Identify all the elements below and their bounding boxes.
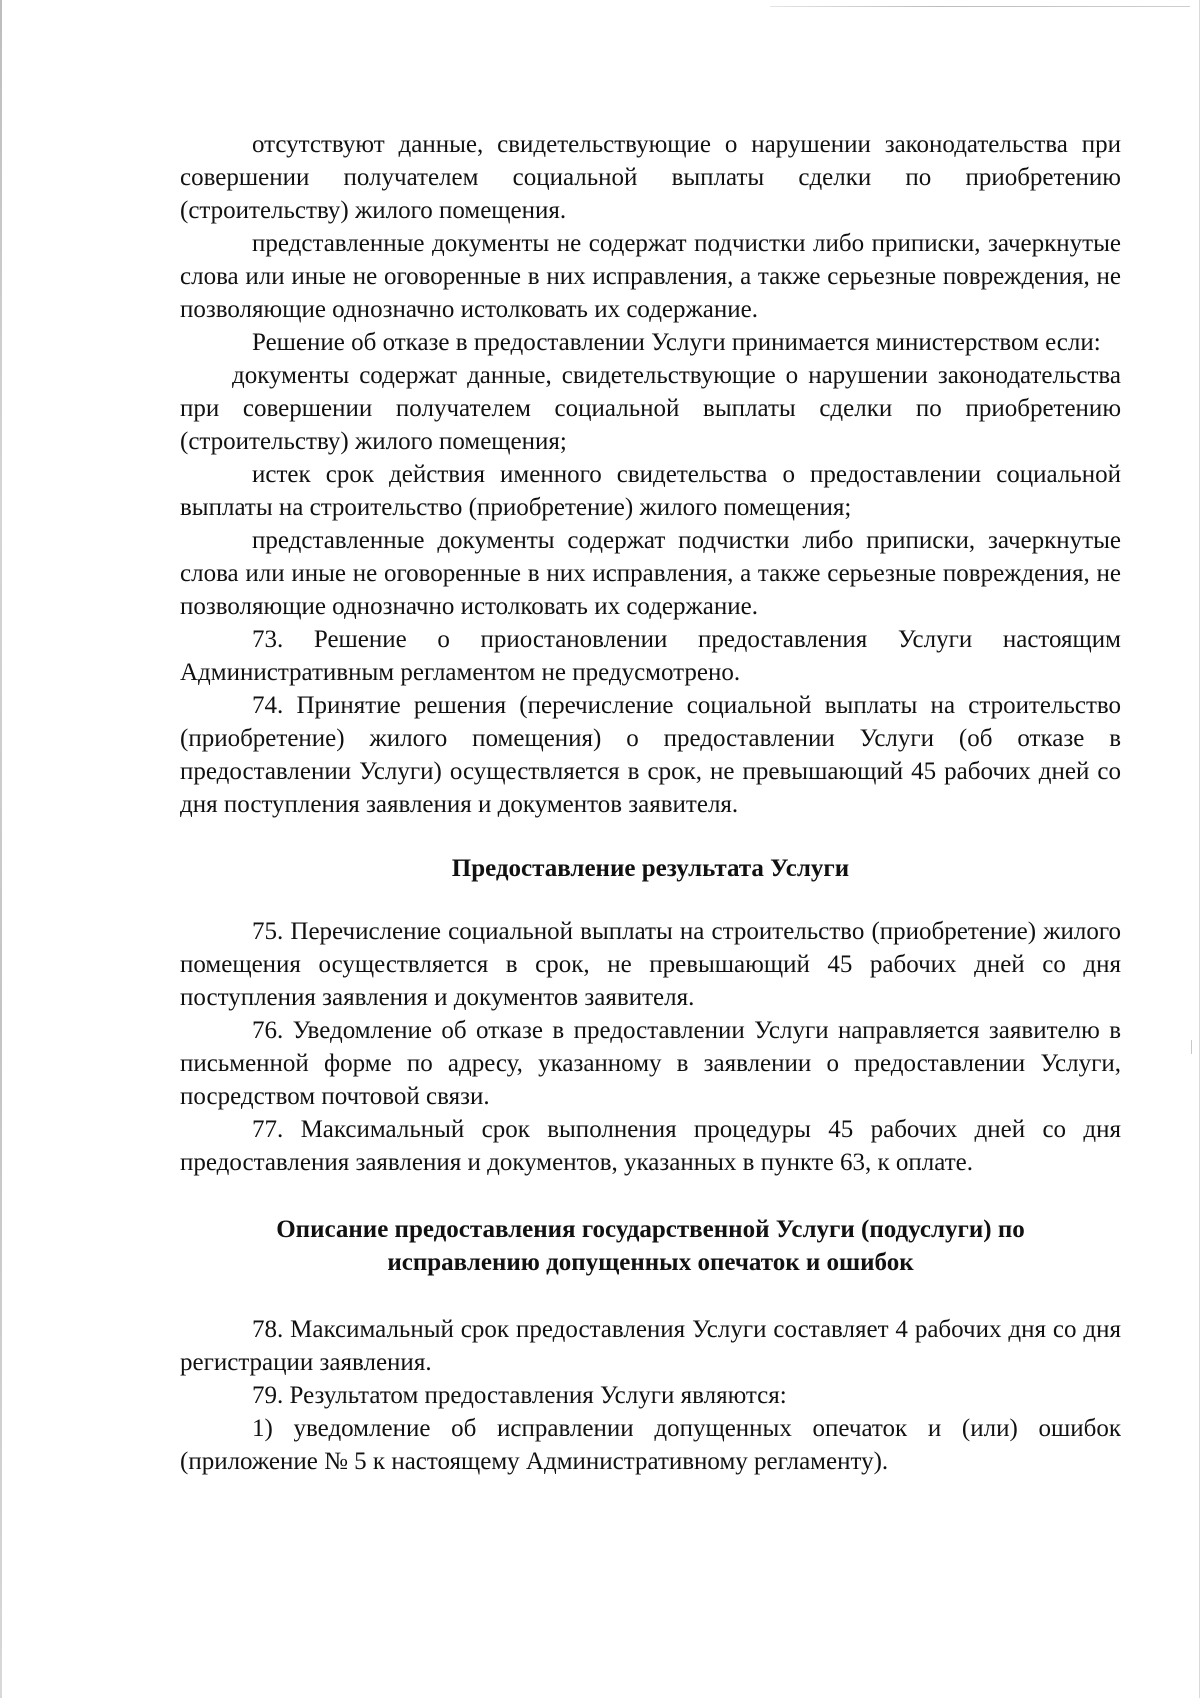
heading-corrections-line-1: Описание предоставления государственной Услуги (подуслуги) по: [276, 1216, 1025, 1243]
heading-corrections-line-2: исправлению допущенных опечаток и ошибок: [387, 1249, 914, 1276]
heading-corrections: [180, 1213, 1121, 1279]
scan-edge-left: [0, 0, 2, 1698]
paragraph-73: 73. Решение о приостановлении предоставления Услуги настоящим Административным регламентом не предусмотрено.: [180, 626, 1121, 686]
paragraph-76: 76. Уведомление об отказе в предоставлении Услуги направляется заявителю в письменной форме по адресу, указанному в заявлении о предоставлении Услуги, посредством почтовой связи.: [180, 1017, 1121, 1110]
paragraph-77: 77. Максимальный срок выполнения процедуры 45 рабочих дней со дня предоставления заявления и документов, указанных в пункте 63, к оплате.: [180, 1116, 1121, 1176]
paragraph-refusal-reason-corrections: представленные документы содержат подчистки либо приписки, зачеркнутые слова или иные не оговоренные в них исправления, а также серьезные повреждения, не позволяющие однозначно истолковать их содержание.: [180, 527, 1121, 620]
paragraph-refusal-decision: Решение об отказе в предоставлении Услуги принимается министерством если:: [252, 329, 1101, 356]
paragraph-no-violation-data: отсутствуют данные, свидетельствующие о нарушении законодательства при совершении получателем социальной выплаты сделки по приобретению (строительству) жилого помещения.: [180, 131, 1121, 224]
paragraph-no-corrections: представленные документы не содержат подчистки либо приписки, зачеркнутые слова или иные не оговоренные в них исправления, а также серьезные повреждения, не позволяющие однозначно истолковать их содержание.: [180, 230, 1121, 323]
paragraph-78: 78. Максимальный срок предоставления Услуги составляет 4 рабочих дня со дня регистрации заявления.: [180, 1316, 1121, 1376]
heading-result-provision: Предоставление результата Услуги: [451, 855, 850, 882]
scan-mark-top: [770, 6, 1190, 7]
paragraph-refusal-reason-violation: документы содержат данные, свидетельствующие о нарушении законодательства при совершении получателем социальной выплаты сделки по приобретению (строительству) жилого помещения;: [180, 362, 1121, 455]
paragraph-79-item-1: 1) уведомление об исправлении допущенных опечаток и (или) ошибок (приложение № 5 к настоящему Административному регламенту).: [180, 1415, 1121, 1475]
paragraph-79: 79. Результатом предоставления Услуги являются:: [252, 1382, 787, 1409]
paragraph-75: 75. Перечисление социальной выплаты на строительство (приобретение) жилого помещения осуществляется в срок, не превышающий 45 рабочих дней со дня поступления заявления и документов заявителя.: [180, 918, 1121, 1011]
paragraph-74: 74. Принятие решения (перечисление социальной выплаты на строительство (приобретение) жилого помещения) о предоставлении Услуги (об отказе в предоставлении Услуги) осуществляется в срок, не превышающий 45 рабочих дней со дня поступления заявления и документов заявителя.: [180, 692, 1121, 818]
document-page: [180, 128, 1121, 1478]
paragraph-refusal-reason-expired: истек срок действия именного свидетельства о предоставлении социальной выплаты на строительство (приобретение) жилого помещения;: [180, 461, 1121, 521]
scan-mark-right: [1191, 1040, 1192, 1054]
